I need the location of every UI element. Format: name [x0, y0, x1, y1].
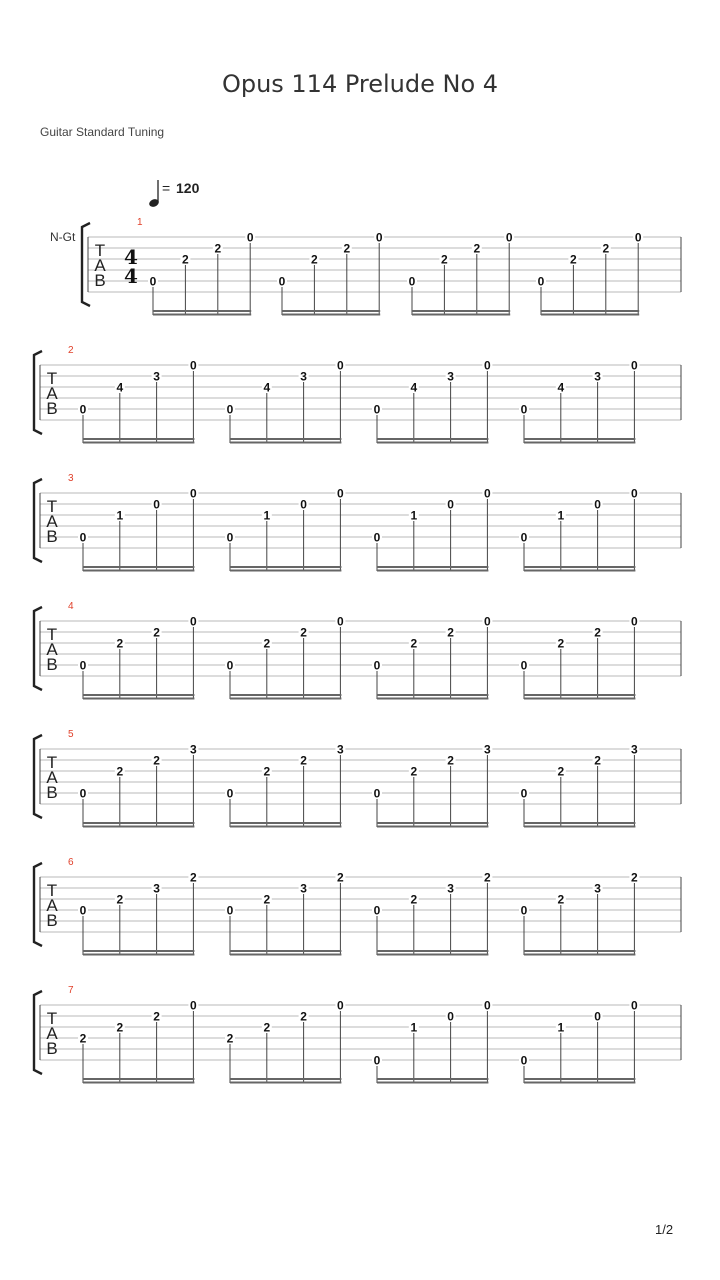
fret-number: 3 [190, 742, 197, 757]
fret-number: 2 [116, 1020, 124, 1035]
fret-number: 0 [190, 358, 197, 373]
fret-number: 0 [631, 998, 638, 1013]
beam [377, 570, 488, 572]
fret-number: 0 [153, 497, 160, 512]
tab-system [34, 345, 681, 444]
fret-number: 2 [602, 241, 610, 256]
fret-number: 0 [190, 614, 197, 629]
system-bracket [34, 607, 42, 690]
fret-number: 2 [153, 753, 160, 768]
fret-number: 0 [537, 274, 545, 289]
beam [377, 1082, 488, 1084]
fret-number: 2 [263, 764, 271, 779]
fret-number: 2 [410, 764, 418, 779]
fret-number: 0 [484, 358, 491, 373]
fret-number: 0 [520, 530, 528, 545]
fret-number: 2 [116, 764, 124, 779]
fret-number: 0 [484, 614, 491, 629]
fret-number: 2 [410, 636, 418, 651]
note-group [225, 359, 345, 444]
beam [230, 570, 341, 572]
tab-system [34, 985, 681, 1084]
tab-clef-letter: B [46, 527, 58, 546]
fret-number: 2 [473, 241, 481, 256]
time-signature-numerator: 4 [124, 245, 138, 269]
note-group [519, 359, 639, 444]
fret-number: 2 [447, 753, 454, 768]
note-group [372, 743, 492, 828]
beam [377, 826, 488, 828]
system-bracket [34, 991, 42, 1074]
fret-number: 2 [410, 892, 418, 907]
tab-clef-letter: T [46, 625, 58, 644]
beam [282, 310, 380, 312]
bar-number: 2 [68, 345, 74, 356]
fret-number: 1 [557, 1020, 565, 1035]
fret-number: 3 [300, 881, 307, 896]
beam [524, 566, 635, 568]
fret-number: 4 [557, 380, 565, 395]
tab-clef-letter: B [46, 399, 58, 418]
fret-number: 1 [410, 508, 418, 523]
fret-number: 0 [190, 998, 197, 1013]
fret-number: 2 [557, 764, 565, 779]
beam [524, 822, 635, 824]
beam [524, 694, 635, 696]
tempo-bpm: 120 [176, 180, 200, 196]
note-group [78, 487, 198, 572]
beam [83, 694, 194, 696]
fret-number: 2 [594, 625, 601, 640]
fret-number: 1 [557, 508, 565, 523]
tab-clef-letter: A [94, 256, 106, 275]
beam [83, 442, 194, 444]
beam [230, 954, 341, 956]
bar-number: 1 [137, 217, 143, 228]
tab-clef-letter: A [46, 512, 58, 531]
tab-clef-letter: T [46, 497, 58, 516]
fret-number: 0 [300, 497, 307, 512]
note-group [519, 999, 639, 1084]
fret-number: 0 [226, 402, 234, 417]
fret-number: 0 [337, 998, 344, 1013]
fret-number: 0 [447, 497, 454, 512]
beam [524, 826, 635, 828]
beam [83, 822, 194, 824]
fret-number: 2 [79, 1031, 87, 1046]
note-group [78, 871, 198, 956]
tab-clef-letter: T [46, 369, 58, 388]
beam [230, 826, 341, 828]
beam [83, 950, 194, 952]
beam [83, 570, 194, 572]
beam [230, 694, 341, 696]
fret-number: 2 [441, 252, 448, 267]
fret-number: 0 [631, 358, 638, 373]
tab-clef-letter: T [46, 753, 58, 772]
tuning-label: Guitar Standard Tuning [40, 125, 165, 139]
bar-number: 6 [68, 857, 74, 868]
beam [83, 566, 194, 568]
fret-number: 3 [447, 369, 454, 384]
beam [153, 314, 251, 316]
beam [524, 1082, 635, 1084]
fret-number: 3 [337, 742, 344, 757]
fret-number: 0 [520, 903, 528, 918]
tab-clef-letter: A [46, 896, 58, 915]
bar-number: 7 [68, 985, 74, 996]
fret-number: 2 [300, 753, 307, 768]
beam [230, 698, 341, 700]
note-group [225, 615, 345, 700]
note-group [78, 359, 198, 444]
fret-number: 0 [190, 486, 197, 501]
system-bracket [82, 223, 90, 306]
note-group [372, 359, 492, 444]
beam [524, 570, 635, 572]
fret-number: 3 [484, 742, 491, 757]
beam [412, 310, 510, 312]
beam [282, 314, 380, 316]
fret-number: 1 [263, 508, 271, 523]
fret-number: 0 [375, 230, 383, 245]
beam [230, 1078, 341, 1080]
fret-number: 0 [278, 274, 286, 289]
fret-number: 2 [343, 241, 351, 256]
note-group [225, 871, 345, 956]
tab-system [34, 857, 681, 956]
fret-number: 0 [337, 358, 344, 373]
beam [377, 566, 488, 568]
fret-number: 2 [190, 870, 197, 885]
fret-number: 2 [557, 892, 565, 907]
tab-clef-letter: T [94, 241, 106, 260]
tab-system [34, 473, 681, 572]
tab-clef-letter: A [46, 384, 58, 403]
fret-number: 2 [263, 1020, 271, 1035]
bar-number: 4 [68, 601, 74, 612]
note-group [225, 743, 345, 828]
fret-number: 2 [300, 625, 307, 640]
fret-number: 0 [226, 786, 234, 801]
fret-number: 0 [337, 486, 344, 501]
beam [230, 950, 341, 952]
fret-number: 2 [594, 753, 601, 768]
beam [524, 954, 635, 956]
fret-number: 0 [520, 786, 528, 801]
beam [230, 1082, 341, 1084]
beam [83, 1082, 194, 1084]
tab-system [34, 601, 681, 700]
fret-number: 0 [631, 486, 638, 501]
note-group [372, 615, 492, 700]
fret-number: 0 [447, 1009, 454, 1024]
note-group [519, 871, 639, 956]
fret-number: 1 [116, 508, 124, 523]
note-group [372, 999, 492, 1084]
note-group [407, 231, 514, 316]
tab-clef-letter: B [46, 783, 58, 802]
tab-clef-letter: T [46, 1009, 58, 1028]
note-group [277, 231, 384, 316]
tab-clef-letter: B [94, 271, 106, 290]
fret-number: 4 [263, 380, 271, 395]
tab-system [82, 217, 681, 316]
beam [230, 438, 341, 440]
fret-number: 2 [631, 870, 638, 885]
fret-number: 0 [594, 1009, 601, 1024]
tab-clef-letter: T [46, 881, 58, 900]
fret-number: 0 [337, 614, 344, 629]
fret-number: 0 [484, 998, 491, 1013]
fret-number: 2 [263, 892, 271, 907]
fret-number: 0 [373, 903, 381, 918]
fret-number: 2 [116, 892, 124, 907]
beam [377, 698, 488, 700]
track-name: N-Gt [50, 230, 76, 244]
fret-number: 0 [484, 486, 491, 501]
beam [377, 694, 488, 696]
note-group [78, 743, 198, 828]
fret-number: 0 [634, 230, 642, 245]
fret-number: 0 [246, 230, 254, 245]
tab-clef-letter: A [46, 768, 58, 787]
fret-number: 3 [594, 881, 601, 896]
fret-number: 0 [373, 530, 381, 545]
fret-number: 0 [520, 1053, 528, 1068]
fret-number: 3 [153, 881, 160, 896]
fret-number: 2 [570, 252, 577, 267]
tab-clef-letter: B [46, 655, 58, 674]
beam [377, 822, 488, 824]
beam [412, 314, 510, 316]
note-group [519, 487, 639, 572]
fret-number: 2 [311, 252, 318, 267]
fret-number: 1 [410, 1020, 418, 1035]
system-bracket [34, 479, 42, 562]
fret-number: 0 [373, 402, 381, 417]
fret-number: 2 [214, 241, 222, 256]
beam [524, 438, 635, 440]
tab-clef-letter: A [46, 640, 58, 659]
fret-number: 3 [631, 742, 638, 757]
page-number: 1/2 [655, 1222, 674, 1237]
beam [230, 566, 341, 568]
fret-number: 0 [373, 1053, 381, 1068]
bar-number: 5 [68, 729, 74, 740]
beam [230, 822, 341, 824]
fret-number: 2 [182, 252, 189, 267]
fret-number: 0 [79, 786, 87, 801]
tab-clef-letter: A [46, 1024, 58, 1043]
note-group [519, 743, 639, 828]
beam [377, 438, 488, 440]
beam [230, 442, 341, 444]
tempo-equals: = [162, 180, 171, 196]
fret-number: 2 [263, 636, 271, 651]
fret-number: 0 [226, 530, 234, 545]
fret-number: 0 [373, 786, 381, 801]
time-signature-denominator: 4 [124, 264, 138, 288]
fret-number: 2 [557, 636, 565, 651]
fret-number: 0 [79, 402, 87, 417]
beam [377, 950, 488, 952]
note-group [148, 231, 255, 316]
fret-number: 0 [79, 530, 87, 545]
fret-number: 0 [79, 903, 87, 918]
tab-clef-letter: B [46, 911, 58, 930]
fret-number: 0 [520, 658, 528, 673]
note-group [519, 615, 639, 700]
beam [524, 698, 635, 700]
beam [524, 442, 635, 444]
fret-number: 0 [226, 903, 234, 918]
fret-number: 0 [226, 658, 234, 673]
fret-number: 2 [484, 870, 491, 885]
fret-number: 0 [505, 230, 513, 245]
fret-number: 3 [153, 369, 160, 384]
beam [377, 442, 488, 444]
fret-number: 2 [337, 870, 344, 885]
fret-number: 4 [116, 380, 124, 395]
note-group [225, 487, 345, 572]
system-bracket [34, 863, 42, 946]
score-title: Opus 114 Prelude No 4 [221, 70, 499, 98]
fret-number: 2 [116, 636, 124, 651]
fret-number: 0 [79, 658, 87, 673]
fret-number: 3 [300, 369, 307, 384]
beam [541, 314, 639, 316]
fret-number: 0 [373, 658, 381, 673]
bar-number: 3 [68, 473, 74, 484]
tab-system [34, 729, 681, 828]
fret-number: 2 [153, 1009, 160, 1024]
note-group [225, 999, 345, 1084]
fret-number: 3 [447, 881, 454, 896]
beam [377, 1078, 488, 1080]
note-group [78, 615, 198, 700]
note-group [536, 231, 643, 316]
note-group [78, 999, 198, 1084]
fret-number: 2 [447, 625, 454, 640]
beam [377, 954, 488, 956]
tab-clef-letter: B [46, 1039, 58, 1058]
note-group [372, 871, 492, 956]
beam [524, 950, 635, 952]
beam [83, 826, 194, 828]
fret-number: 0 [594, 497, 601, 512]
fret-number: 2 [153, 625, 160, 640]
fret-number: 0 [631, 614, 638, 629]
fret-number: 0 [149, 274, 157, 289]
beam [83, 698, 194, 700]
beam [83, 438, 194, 440]
fret-number: 2 [300, 1009, 307, 1024]
beam [524, 1078, 635, 1080]
fret-number: 0 [520, 402, 528, 417]
note-group [372, 487, 492, 572]
system-bracket [34, 735, 42, 818]
beam [541, 310, 639, 312]
fret-number: 3 [594, 369, 601, 384]
beam [153, 310, 251, 312]
fret-number: 4 [410, 380, 418, 395]
beam [83, 954, 194, 956]
fret-number: 2 [226, 1031, 234, 1046]
fret-number: 0 [408, 274, 416, 289]
beam [83, 1078, 194, 1080]
system-bracket [34, 351, 42, 434]
